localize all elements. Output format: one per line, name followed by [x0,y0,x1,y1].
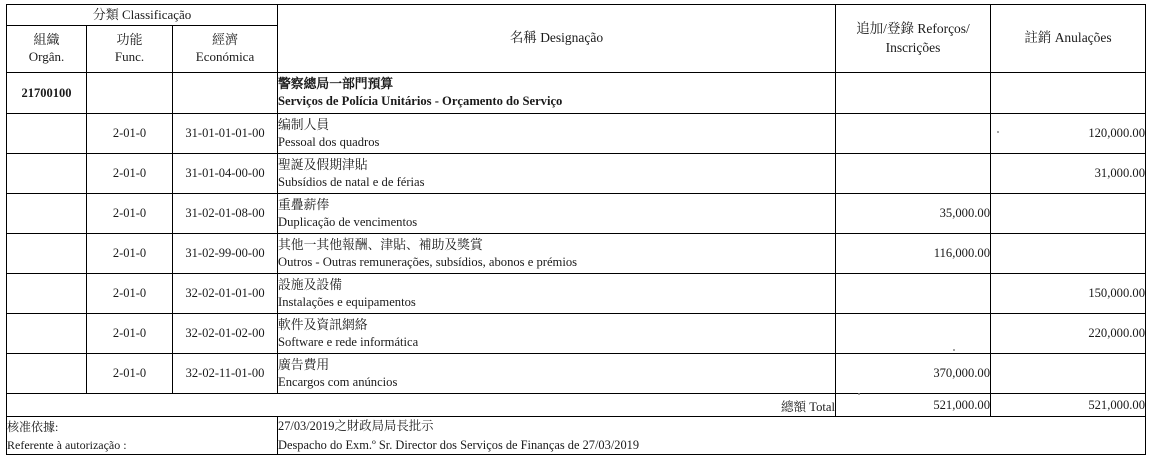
row-func-code: 2-01-0 [87,154,173,194]
table-row-total [7,394,1146,417]
row-designation-cn: 重疊薪俸 [278,197,330,212]
row-cancellations: 150,000.00 [991,274,1146,314]
header-additions-pt2: Inscrições [885,39,941,55]
row-designation [278,114,836,154]
title-cancellations-blank [991,73,1146,114]
table-row [7,234,1146,274]
table-row [7,114,1146,154]
row-func-code: 2-01-0 [87,314,173,354]
row-econ-code: 31-02-99-00-00 [173,234,278,274]
table-body [7,73,1146,455]
scan-speck [858,393,860,395]
title-designation-cn: 警察總局一部門預算 [278,77,394,92]
row-cancellations: 31,000.00 [991,154,1146,194]
row-designation-pt: Encargos com anúncios [278,374,398,389]
row-designation [278,194,836,234]
row-func-code: 2-01-0 [87,354,173,394]
row-additions [836,314,991,354]
row-organ-blank [7,354,87,394]
scan-speck [997,131,999,133]
row-additions: 116,000.00 [836,234,991,274]
table-row [7,194,1146,234]
header-designation-cn: 名稱 [509,30,537,46]
header-cancellations-pt: Anulações [1054,30,1112,46]
table-row [7,314,1146,354]
row-econ-code: 32-02-01-01-00 [173,274,278,314]
row-econ-code: 32-02-01-02-00 [173,314,278,354]
header-organ-pt: Orgân. [28,49,65,64]
row-additions [836,274,991,314]
row-cancellations [991,354,1146,394]
header-classification-group: 分類 Classificação [7,5,278,26]
title-organ-code: 21700100 [7,73,87,114]
row-cancellations [991,234,1146,274]
header-column-organ [7,26,87,73]
header-econ-pt: Económica [195,49,255,64]
header-cancellations-cn: 註銷 [1024,30,1052,46]
row-designation [278,234,836,274]
header-additions [836,5,991,73]
row-organ-blank [7,114,87,154]
row-cancellations: 120,000.00 [991,114,1146,154]
row-designation-pt: Pessoal dos quadros [278,134,380,149]
authorization-text-pt: Despacho do Exm.º Sr. Director dos Serviços de Finanças de 27/03/2019 [278,437,640,452]
row-designation-pt: Subsídios de natal e de férias [278,174,425,189]
row-designation [278,354,836,394]
row-additions [836,154,991,194]
row-organ-blank [7,314,87,354]
row-organ-blank [7,234,87,274]
row-designation-cn: 廣告費用 [278,357,330,372]
row-designation-cn: 其他一其他報酬、津貼、補助及獎賞 [278,237,483,252]
row-additions [836,114,991,154]
row-cancellations: 220,000.00 [991,314,1146,354]
title-func-blank [87,73,173,114]
header-func-cn: 功能 [116,32,143,48]
total-additions: 521,000.00 [836,394,991,417]
row-func-code: 2-01-0 [87,234,173,274]
header-cancellations [991,5,1146,73]
row-designation [278,274,836,314]
header-econ-cn: 經濟 [211,32,238,48]
authorization-label-pt: Referente à autorização : [7,437,127,452]
row-designation-cn: 聖誕及假期津貼 [278,157,368,172]
row-cancellations [991,194,1146,234]
row-organ-blank [7,274,87,314]
header-organ-cn: 組織 [33,32,60,48]
title-additions-blank [836,73,991,114]
row-designation [278,314,836,354]
row-designation [278,154,836,194]
authorization-text-cn: 27/03/2019之財政局局長批示 [278,419,434,433]
authorization-text [278,417,1146,455]
title-designation [278,73,836,114]
row-econ-code: 31-02-01-08-00 [173,194,278,234]
total-cancellations: 521,000.00 [991,394,1146,417]
row-econ-code: 31-01-04-00-00 [173,154,278,194]
header-additions-cn: 追加/登錄 [856,21,914,37]
row-func-code: 2-01-0 [87,194,173,234]
row-designation-cn: 軟件及資訊網絡 [278,317,368,332]
header-designation [278,5,836,73]
row-designation-pt: Duplicação de vencimentos [278,214,418,229]
table-header [7,5,1146,73]
row-organ-blank [7,194,87,234]
table-row [7,154,1146,194]
budget-table [6,4,1146,455]
total-label: 總額 Total [7,394,836,417]
header-column-func [87,26,173,73]
title-designation-pt: Serviços de Polícia Unitários - Orçamento do Serviço [278,94,563,109]
title-econ-blank [173,73,278,114]
authorization-label [7,417,278,455]
row-designation-pt: Software e rede informática [278,334,419,349]
header-func-pt: Func. [114,49,145,64]
row-organ-blank [7,154,87,194]
table-row-footer [7,417,1146,455]
row-designation-pt: Instalações e equipamentos [278,294,416,309]
authorization-label-cn: 核准依據: [7,419,59,434]
table-row-title [7,73,1146,114]
row-additions: 370,000.00 [836,354,991,394]
table-row [7,354,1146,394]
row-econ-code: 31-01-01-01-00 [173,114,278,154]
row-func-code: 2-01-0 [87,114,173,154]
scan-speck [953,349,955,351]
row-designation-pt: Outros - Outras remunerações, subsídios, abonos e prémios [278,254,578,269]
row-func-code: 2-01-0 [87,274,173,314]
header-additions-pt1: Reforços/ [917,21,970,37]
header-column-econ [173,26,278,73]
row-designation-cn: 编制人員 [278,117,330,132]
row-designation-cn: 設施及設備 [278,277,342,292]
row-additions: 35,000.00 [836,194,991,234]
table-row [7,274,1146,314]
row-econ-code: 32-02-11-01-00 [173,354,278,394]
header-designation-pt: Designação [540,30,604,46]
